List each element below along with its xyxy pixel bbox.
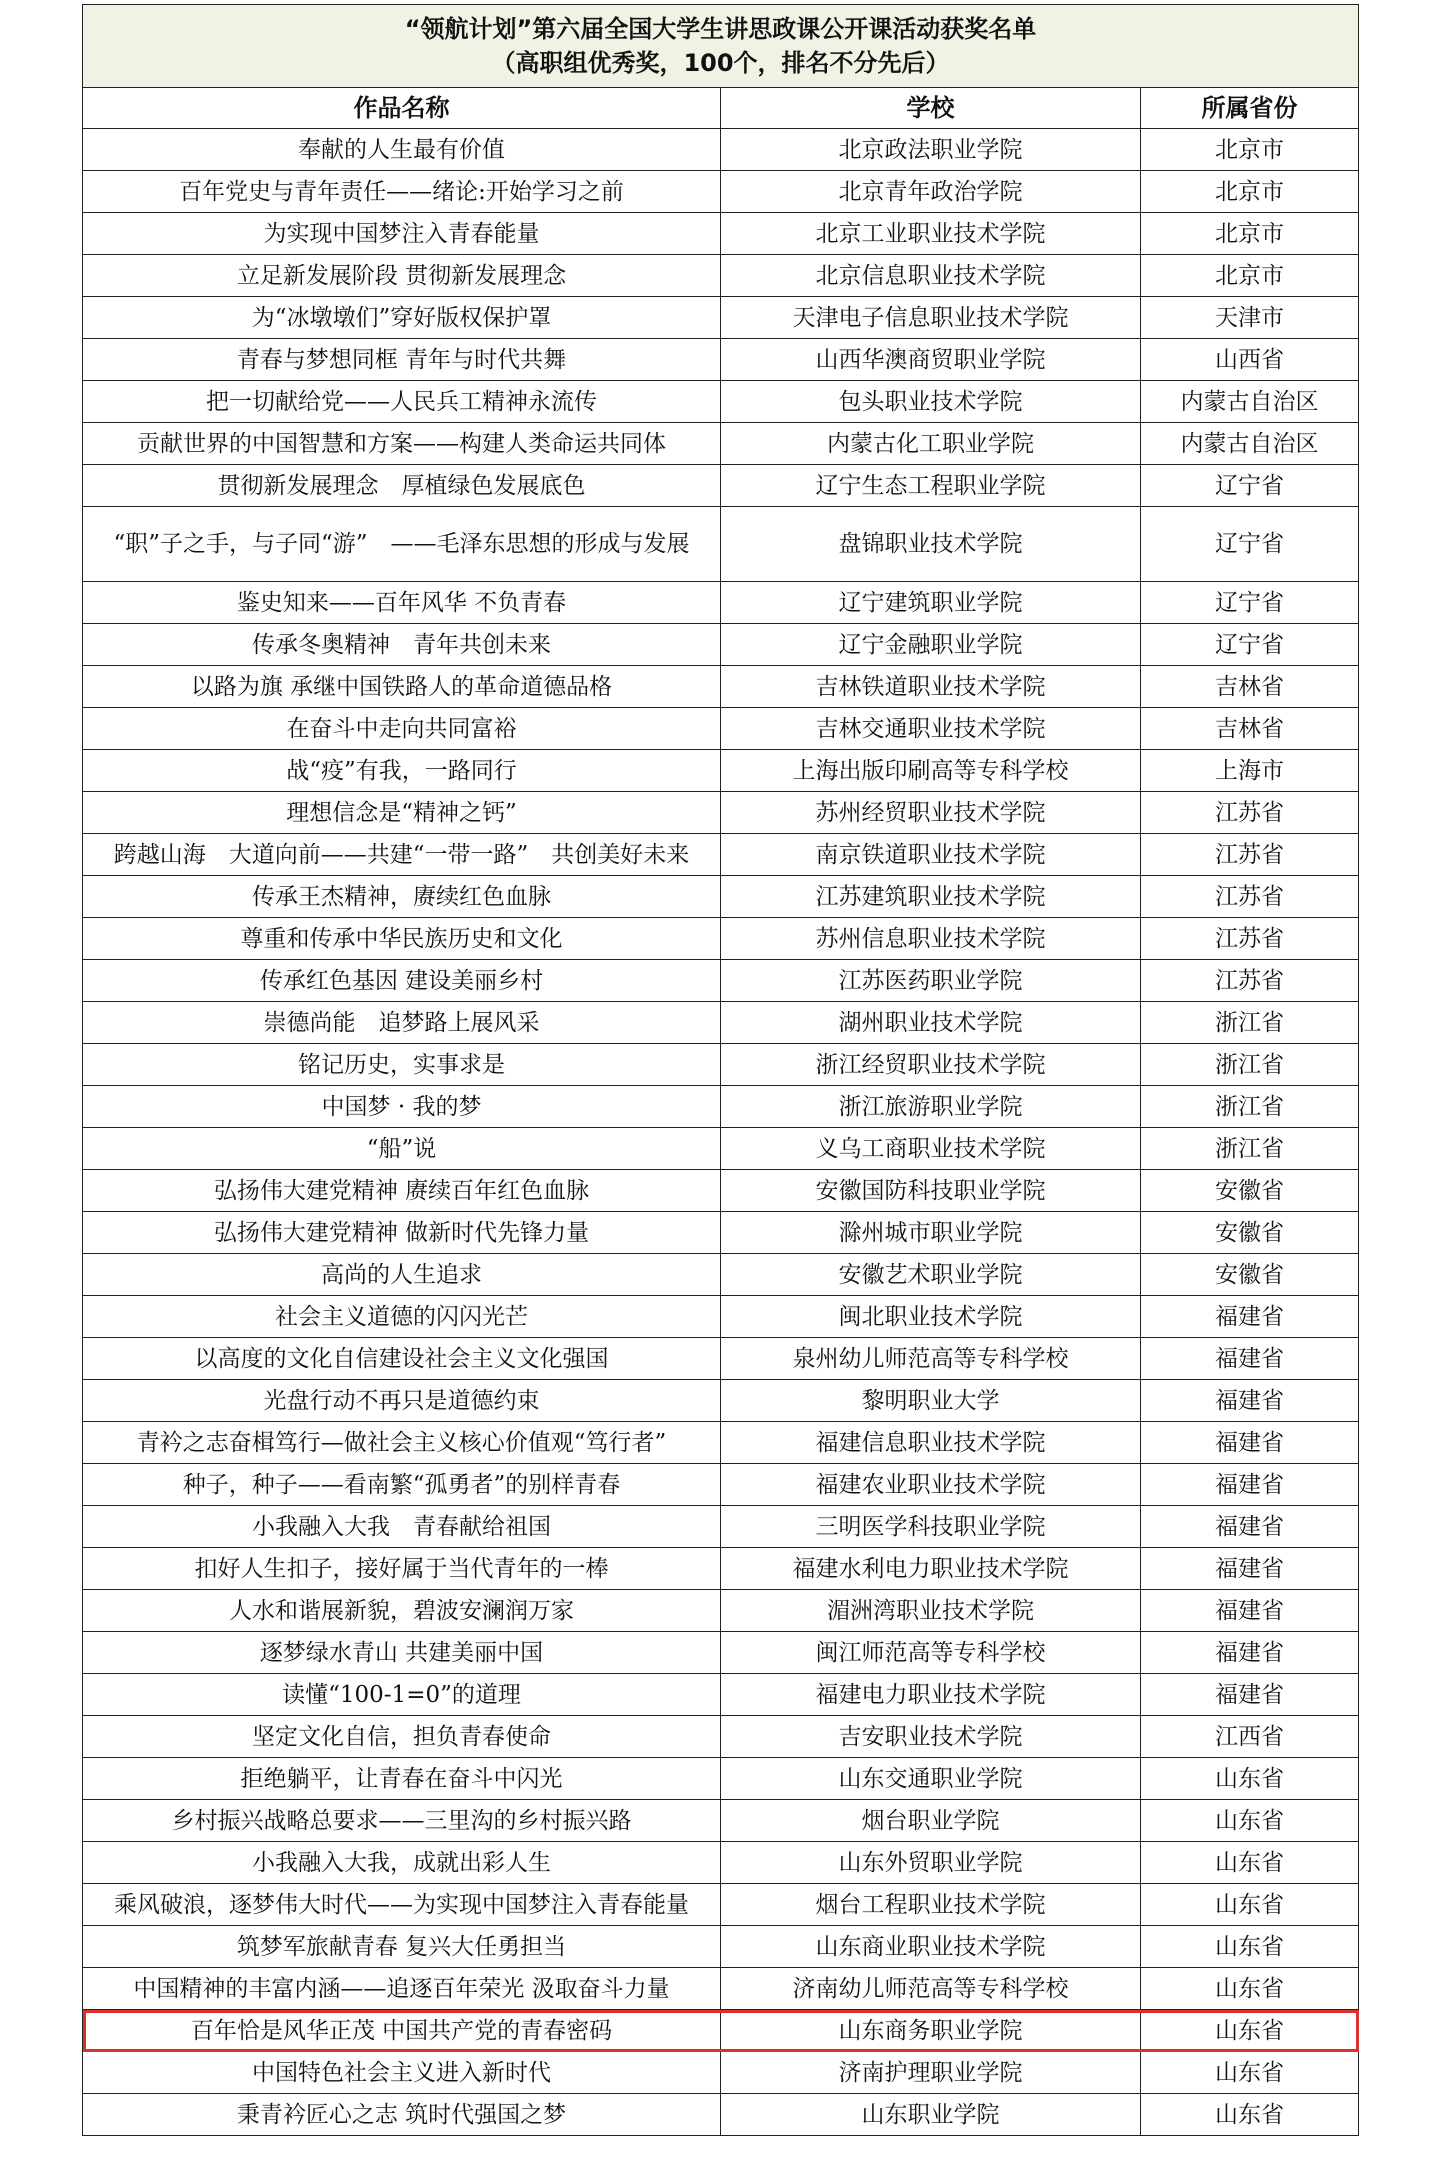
cell-school: 浙江旅游职业学院 — [721, 1086, 1141, 1128]
cell-province: 吉林省 — [1141, 666, 1359, 708]
cell-work-name: 社会主义道德的闪闪光芒 — [83, 1296, 721, 1338]
cell-province: 北京市 — [1141, 171, 1359, 213]
cell-province: 福建省 — [1141, 1422, 1359, 1464]
cell-work-name: 坚定文化自信，担负青春使命 — [83, 1716, 721, 1758]
cell-province: 山东省 — [1141, 1800, 1359, 1842]
cell-school: 南京铁道职业技术学院 — [721, 834, 1141, 876]
cell-province: 江苏省 — [1141, 876, 1359, 918]
cell-school: 北京政法职业学院 — [721, 129, 1141, 171]
table-row — [83, 171, 1359, 213]
cell-work-name: 贯彻新发展理念 厚植绿色发展底色 — [83, 465, 721, 507]
cell-province: 北京市 — [1141, 129, 1359, 171]
cell-school: 福建水利电力职业技术学院 — [721, 1548, 1141, 1590]
award-table — [82, 4, 1359, 2136]
cell-work-name: 崇德尚能 追梦路上展风采 — [83, 1002, 721, 1044]
table-row — [83, 1422, 1359, 1464]
table-row — [83, 708, 1359, 750]
cell-work-name: “船”说 — [83, 1128, 721, 1170]
cell-province: 辽宁省 — [1141, 465, 1359, 507]
cell-school: 济南护理职业学院 — [721, 2052, 1141, 2094]
cell-province: 安徽省 — [1141, 1170, 1359, 1212]
cell-province: 辽宁省 — [1141, 507, 1359, 582]
table-row — [83, 1086, 1359, 1128]
cell-school: 福建电力职业技术学院 — [721, 1674, 1141, 1716]
cell-school: 山东商业职业技术学院 — [721, 1926, 1141, 1968]
cell-work-name: 传承冬奥精神 青年共创未来 — [83, 624, 721, 666]
cell-school: 湄洲湾职业技术学院 — [721, 1590, 1141, 1632]
cell-province: 山东省 — [1141, 1758, 1359, 1800]
cell-province: 辽宁省 — [1141, 582, 1359, 624]
table-row — [83, 876, 1359, 918]
award-list-sheet — [82, 4, 1358, 2136]
table-row — [83, 339, 1359, 381]
cell-work-name: 传承王杰精神，赓续红色血脉 — [83, 876, 721, 918]
cell-work-name: 逐梦绿水青山 共建美丽中国 — [83, 1632, 721, 1674]
table-row — [83, 666, 1359, 708]
table-row — [83, 213, 1359, 255]
cell-school: 盘锦职业技术学院 — [721, 507, 1141, 582]
cell-province: 江苏省 — [1141, 834, 1359, 876]
table-row — [83, 1716, 1359, 1758]
cell-work-name: 跨越山海 大道向前——共建“一带一路” 共创美好未来 — [83, 834, 721, 876]
cell-work-name: 人水和谐展新貌，碧波安澜润万家 — [83, 1590, 721, 1632]
table-row — [83, 1758, 1359, 1800]
cell-work-name: 种子，种子——看南繁“孤勇者”的别样青春 — [83, 1464, 721, 1506]
table-row — [83, 1002, 1359, 1044]
table-row — [83, 582, 1359, 624]
cell-work-name: 高尚的人生追求 — [83, 1254, 721, 1296]
cell-work-name: 把一切献给党——人民兵工精神永流传 — [83, 381, 721, 423]
cell-province: 江苏省 — [1141, 960, 1359, 1002]
cell-province: 山东省 — [1141, 2052, 1359, 2094]
cell-province: 山东省 — [1141, 2010, 1359, 2052]
cell-work-name: 乡村振兴战略总要求——三里沟的乡村振兴路 — [83, 1800, 721, 1842]
cell-province: 浙江省 — [1141, 1128, 1359, 1170]
cell-province: 浙江省 — [1141, 1044, 1359, 1086]
table-row — [83, 1590, 1359, 1632]
cell-school: 安徽艺术职业学院 — [721, 1254, 1141, 1296]
cell-work-name: 筑梦军旅献青春 复兴大任勇担当 — [83, 1926, 721, 1968]
cell-work-name: 弘扬伟大建党精神 做新时代先锋力量 — [83, 1212, 721, 1254]
table-row — [83, 918, 1359, 960]
cell-work-name: 中国梦 · 我的梦 — [83, 1086, 721, 1128]
cell-school: 山东商务职业学院 — [721, 2010, 1141, 2052]
table-row — [83, 1674, 1359, 1716]
table-row — [83, 2052, 1359, 2094]
cell-work-name: 贡献世界的中国智慧和方案——构建人类命运共同体 — [83, 423, 721, 465]
cell-province: 山东省 — [1141, 1968, 1359, 2010]
cell-school: 烟台工程职业技术学院 — [721, 1884, 1141, 1926]
cell-work-name: 百年恰是风华正茂 中国共产党的青春密码 — [83, 2010, 721, 2052]
cell-province: 江西省 — [1141, 1716, 1359, 1758]
cell-school: 烟台职业学院 — [721, 1800, 1141, 1842]
table-row — [83, 1338, 1359, 1380]
table-row — [83, 1632, 1359, 1674]
cell-school: 山东外贸职业学院 — [721, 1842, 1141, 1884]
cell-province: 内蒙古自治区 — [1141, 423, 1359, 465]
cell-school: 义乌工商职业技术学院 — [721, 1128, 1141, 1170]
table-body — [83, 129, 1359, 2136]
cell-province: 内蒙古自治区 — [1141, 381, 1359, 423]
cell-work-name: 乘风破浪，逐梦伟大时代——为实现中国梦注入青春能量 — [83, 1884, 721, 1926]
cell-work-name: 为“冰墩墩们”穿好版权保护罩 — [83, 297, 721, 339]
cell-work-name: 战“疫”有我，一路同行 — [83, 750, 721, 792]
cell-work-name: 立足新发展阶段 贯彻新发展理念 — [83, 255, 721, 297]
cell-work-name: 秉青衿匠心之志 筑时代强国之梦 — [83, 2094, 721, 2136]
cell-province: 吉林省 — [1141, 708, 1359, 750]
table-row — [83, 1212, 1359, 1254]
cell-work-name: 小我融入大我，成就出彩人生 — [83, 1842, 721, 1884]
cell-work-name: 青春与梦想同框 青年与时代共舞 — [83, 339, 721, 381]
table-row — [83, 1170, 1359, 1212]
table-row — [83, 750, 1359, 792]
cell-school: 山东交通职业学院 — [721, 1758, 1141, 1800]
cell-province: 福建省 — [1141, 1590, 1359, 1632]
cell-province: 山东省 — [1141, 1842, 1359, 1884]
cell-work-name: 小我融入大我 青春献给祖国 — [83, 1506, 721, 1548]
cell-work-name: 以高度的文化自信建设社会主义文化强国 — [83, 1338, 721, 1380]
cell-work-name: 中国特色社会主义进入新时代 — [83, 2052, 721, 2094]
cell-school: 辽宁生态工程职业学院 — [721, 465, 1141, 507]
cell-school: 辽宁金融职业学院 — [721, 624, 1141, 666]
cell-work-name: 以路为旗 承继中国铁路人的革命道德品格 — [83, 666, 721, 708]
table-row — [83, 297, 1359, 339]
table-row — [83, 1968, 1359, 2010]
cell-work-name: 青衿之志奋楫笃行—做社会主义核心价值观“笃行者” — [83, 1422, 721, 1464]
table-row — [83, 1884, 1359, 1926]
cell-work-name: 尊重和传承中华民族历史和文化 — [83, 918, 721, 960]
table-row — [83, 381, 1359, 423]
cell-school: 山东职业学院 — [721, 2094, 1141, 2136]
cell-school: 黎明职业大学 — [721, 1380, 1141, 1422]
cell-school: 辽宁建筑职业学院 — [721, 582, 1141, 624]
cell-school: 北京信息职业技术学院 — [721, 255, 1141, 297]
table-row — [83, 1548, 1359, 1590]
table-row — [83, 792, 1359, 834]
cell-province: 北京市 — [1141, 255, 1359, 297]
cell-province: 安徽省 — [1141, 1254, 1359, 1296]
cell-province: 北京市 — [1141, 213, 1359, 255]
header-work-name: 作品名称 — [83, 88, 721, 129]
cell-school: 北京青年政治学院 — [721, 171, 1141, 213]
cell-school: 江苏建筑职业技术学院 — [721, 876, 1141, 918]
cell-province: 山东省 — [1141, 1926, 1359, 1968]
header-school: 学校 — [721, 88, 1141, 129]
cell-province: 福建省 — [1141, 1296, 1359, 1338]
cell-work-name: 光盘行动不再只是道德约束 — [83, 1380, 721, 1422]
cell-work-name: 中国精神的丰富内涵——追逐百年荣光 汲取奋斗力量 — [83, 1968, 721, 2010]
cell-school: 苏州信息职业技术学院 — [721, 918, 1141, 960]
table-row — [83, 423, 1359, 465]
cell-school: 安徽国防科技职业学院 — [721, 1170, 1141, 1212]
cell-school: 三明医学科技职业学院 — [721, 1506, 1141, 1548]
cell-work-name: 拒绝躺平，让青春在奋斗中闪光 — [83, 1758, 721, 1800]
title-line-1: “领航计划”第六届全国大学生讲思政课公开课活动获奖名单 — [404, 15, 1037, 43]
cell-school: 江苏医药职业学院 — [721, 960, 1141, 1002]
cell-work-name: 百年党史与青年责任——绪论:开始学习之前 — [83, 171, 721, 213]
cell-school: 福建农业职业技术学院 — [721, 1464, 1141, 1506]
table-row-highlighted — [83, 2010, 1359, 2052]
table-row — [83, 1506, 1359, 1548]
table-row — [83, 1842, 1359, 1884]
header-row — [83, 88, 1359, 129]
cell-province: 江苏省 — [1141, 918, 1359, 960]
cell-province: 福建省 — [1141, 1674, 1359, 1716]
table-row — [83, 2094, 1359, 2136]
cell-province: 浙江省 — [1141, 1086, 1359, 1128]
table-row — [83, 1800, 1359, 1842]
cell-school: 浙江经贸职业技术学院 — [721, 1044, 1141, 1086]
cell-school: 上海出版印刷高等专科学校 — [721, 750, 1141, 792]
cell-province: 山西省 — [1141, 339, 1359, 381]
cell-work-name: 传承红色基因 建设美丽乡村 — [83, 960, 721, 1002]
table-row — [83, 834, 1359, 876]
table-row — [83, 960, 1359, 1002]
table-row — [83, 624, 1359, 666]
table-row — [83, 255, 1359, 297]
cell-school: 北京工业职业技术学院 — [721, 213, 1141, 255]
cell-work-name: 扣好人生扣子，接好属于当代青年的一棒 — [83, 1548, 721, 1590]
table-row — [83, 1296, 1359, 1338]
cell-work-name: 为实现中国梦注入青春能量 — [83, 213, 721, 255]
cell-province: 福建省 — [1141, 1548, 1359, 1590]
table-row — [83, 1044, 1359, 1086]
table-row — [83, 129, 1359, 171]
cell-school: 山西华澳商贸职业学院 — [721, 339, 1141, 381]
cell-province: 上海市 — [1141, 750, 1359, 792]
cell-school: 内蒙古化工职业学院 — [721, 423, 1141, 465]
title-line-2: （高职组优秀奖，100个，排名不分先后） — [491, 49, 950, 77]
cell-work-name: 弘扬伟大建党精神 赓续百年红色血脉 — [83, 1170, 721, 1212]
cell-work-name: 铭记历史，实事求是 — [83, 1044, 721, 1086]
cell-province: 浙江省 — [1141, 1002, 1359, 1044]
cell-work-name: “职”子之手，与子同“游” ——毛泽东思想的形成与发展 — [83, 507, 721, 582]
cell-province: 安徽省 — [1141, 1212, 1359, 1254]
cell-school: 吉林铁道职业技术学院 — [721, 666, 1141, 708]
cell-province: 福建省 — [1141, 1380, 1359, 1422]
cell-work-name: 奉献的人生最有价值 — [83, 129, 721, 171]
cell-province: 山东省 — [1141, 2094, 1359, 2136]
cell-school: 闽北职业技术学院 — [721, 1296, 1141, 1338]
cell-work-name: 在奋斗中走向共同富裕 — [83, 708, 721, 750]
table-title — [83, 5, 1359, 88]
header-province: 所属省份 — [1141, 88, 1359, 129]
cell-province: 福建省 — [1141, 1632, 1359, 1674]
cell-school: 泉州幼儿师范高等专科学校 — [721, 1338, 1141, 1380]
cell-school: 天津电子信息职业技术学院 — [721, 297, 1141, 339]
cell-province: 福建省 — [1141, 1338, 1359, 1380]
cell-province: 福建省 — [1141, 1464, 1359, 1506]
cell-work-name: 读懂“100-1=0”的道理 — [83, 1674, 721, 1716]
cell-school: 吉安职业技术学院 — [721, 1716, 1141, 1758]
table-row — [83, 1380, 1359, 1422]
table-row — [83, 1926, 1359, 1968]
table-row — [83, 507, 1359, 582]
cell-school: 济南幼儿师范高等专科学校 — [721, 1968, 1141, 2010]
cell-province: 天津市 — [1141, 297, 1359, 339]
table-row — [83, 465, 1359, 507]
cell-school: 闽江师范高等专科学校 — [721, 1632, 1141, 1674]
cell-province: 福建省 — [1141, 1506, 1359, 1548]
table-row — [83, 1254, 1359, 1296]
cell-province: 山东省 — [1141, 1884, 1359, 1926]
cell-school: 吉林交通职业技术学院 — [721, 708, 1141, 750]
cell-school: 滁州城市职业学院 — [721, 1212, 1141, 1254]
table-row — [83, 1464, 1359, 1506]
cell-work-name: 理想信念是“精神之钙” — [83, 792, 721, 834]
table-row — [83, 1128, 1359, 1170]
cell-province: 辽宁省 — [1141, 624, 1359, 666]
cell-school: 湖州职业技术学院 — [721, 1002, 1141, 1044]
cell-province: 江苏省 — [1141, 792, 1359, 834]
cell-work-name: 鉴史知来——百年风华 不负青春 — [83, 582, 721, 624]
cell-school: 包头职业技术学院 — [721, 381, 1141, 423]
cell-school: 福建信息职业技术学院 — [721, 1422, 1141, 1464]
cell-school: 苏州经贸职业技术学院 — [721, 792, 1141, 834]
